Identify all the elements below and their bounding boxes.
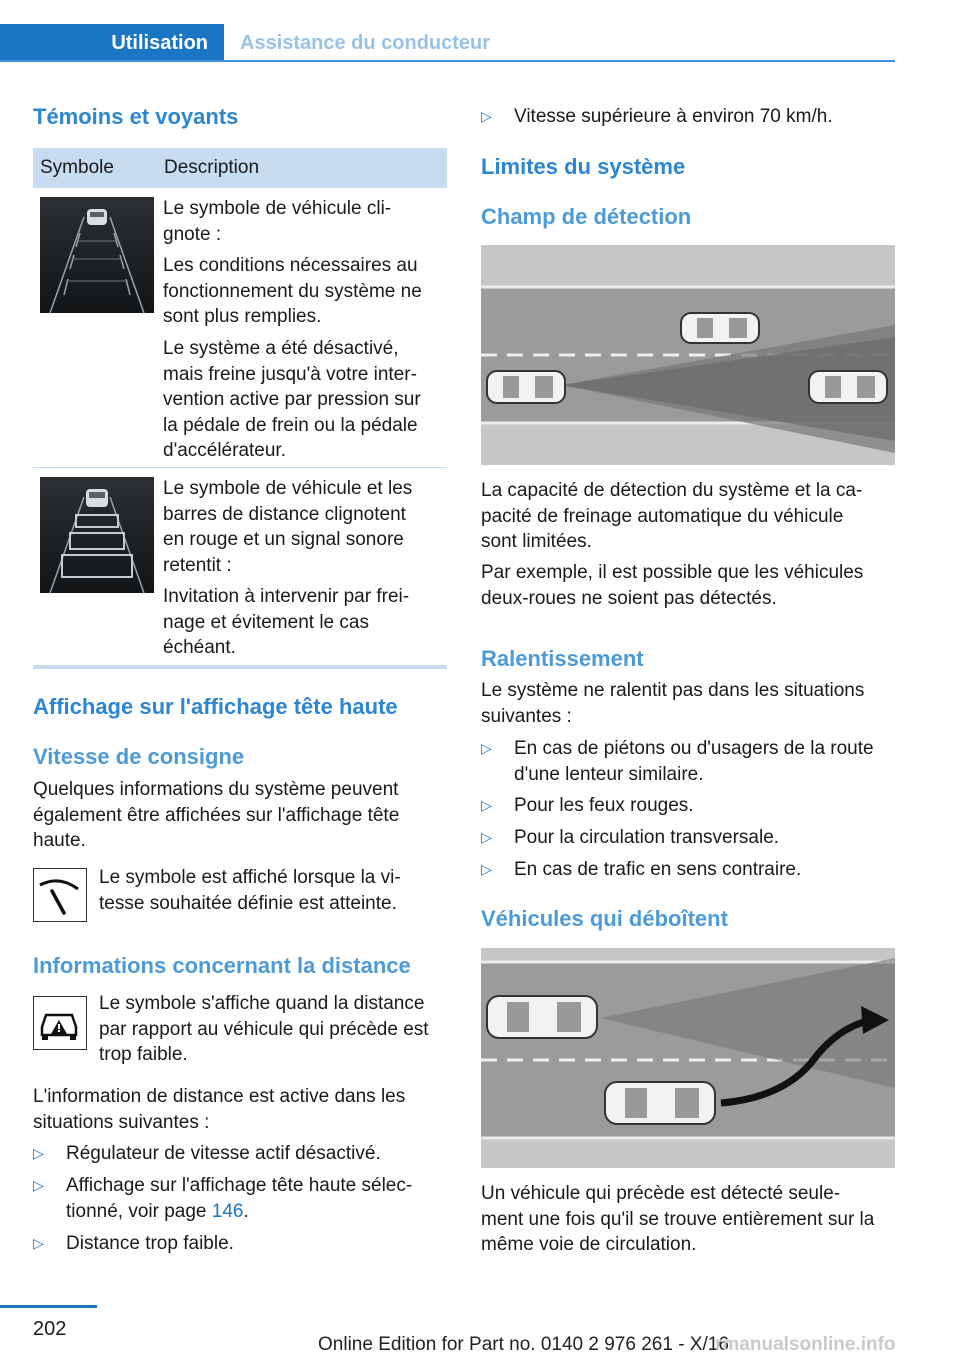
field-paragraph-2: [481, 560, 863, 611]
row2-line: échéant.: [163, 637, 236, 658]
car-front-icon: [681, 313, 759, 343]
row2-line: nage et évitement le cas: [163, 611, 369, 633]
slow-paragraph: [481, 678, 864, 729]
list-line: En cas de piétons ou d'usagers de la route: [514, 738, 874, 759]
list-line-pre: tionné, voir page: [66, 1200, 212, 1222]
list-item-text: En cas de trafic en sens contraire.: [514, 859, 802, 880]
list-item: [33, 1231, 447, 1257]
triangle-bullet-icon: ▷: [33, 1145, 44, 1161]
paragraph-line: Quelques informations du système peuvent: [33, 779, 399, 800]
row1-line: Le système a été désactivé,: [163, 338, 399, 359]
row1-line: Les conditions nécessaires au: [163, 255, 418, 276]
paragraph-line: L'information de distance est active dans les: [33, 1086, 406, 1107]
row1-line: vention active par pression sur: [163, 389, 421, 410]
paragraph-line: pacité de freinage automatique du véhicule: [481, 505, 844, 527]
subsection-title-vitesse: Vitesse de consigne: [33, 744, 245, 769]
tab-utilisation-label: Utilisation: [111, 31, 208, 54]
triangle-bullet-icon: ▷: [33, 1235, 44, 1251]
list-item: [481, 104, 895, 130]
list-item-text: Pour les feux rouges.: [514, 795, 694, 816]
paragraph-line: tesse souhaitée définie est atteinte.: [99, 892, 397, 914]
distance-paragraph: [33, 1084, 405, 1135]
row2-line: en rouge et un signal sonore: [163, 529, 404, 550]
row2-line: Le symbole de véhicule et les: [163, 478, 413, 499]
paragraph-line: même voie de circulation.: [481, 1234, 697, 1255]
row1-line: fonctionnement du système ne: [163, 280, 422, 302]
triangle-bullet-icon: ▷: [481, 829, 492, 845]
header-rule: [0, 60, 895, 62]
tab-utilisation[interactable]: [0, 24, 224, 62]
car-ahead-icon: [809, 371, 887, 403]
paragraph-line: par rapport au véhicule qui précède est: [99, 1018, 429, 1040]
triangle-bullet-icon: ▷: [481, 797, 492, 813]
paragraph-line: haute.: [33, 830, 86, 851]
subsection-title-ralentissement: Ralentissement: [481, 646, 644, 671]
paragraph-line: trop faible.: [99, 1044, 188, 1065]
vehicle-distance-bars-icon: [40, 477, 154, 593]
list-item-text: Régulateur de vitesse actif désactivé.: [66, 1143, 381, 1164]
paragraph-line: Par exemple, il est possible que les véhicules: [481, 562, 864, 583]
list-item-text: [66, 1173, 412, 1224]
row2-text-2: [163, 584, 409, 661]
list-item: [481, 825, 895, 851]
subsection-title-distance: Informations concernant la distance: [33, 953, 411, 978]
paragraph-line: Le système ne ralentit pas dans les situations: [481, 680, 865, 701]
car-ego-icon: [487, 371, 565, 403]
row1-line: mais freine jusqu'à votre inter-: [163, 363, 417, 385]
paragraph-line: ment une fois qu'il se trouve entièrement sur la: [481, 1208, 875, 1230]
car-warning-icon: [33, 996, 87, 1050]
tab-assistance-du-conducteur[interactable]: Assistance du conducteur: [240, 32, 491, 54]
column-header-symbole: Symbole: [40, 157, 114, 178]
row1-text-1: [163, 196, 391, 247]
list-line-post: .: [243, 1200, 249, 1222]
list-item-text: Vitesse supérieure à environ 70 km/h.: [514, 106, 833, 127]
triangle-bullet-icon: ▷: [481, 740, 492, 756]
section-title-limites: Limites du système: [481, 154, 686, 179]
column-header-description: Description: [164, 157, 260, 178]
vehicle-in-lane-icon: [40, 197, 154, 313]
row2-line: retentit :: [163, 554, 232, 576]
row1-line: gnote :: [163, 223, 222, 245]
paragraph-line: Le symbole s'affiche quand la distance: [99, 993, 425, 1014]
watermark: rmanualsonline.info: [715, 1334, 896, 1355]
row1-text-2: [163, 253, 422, 330]
row1-text-3: [163, 336, 421, 464]
row1-line: Le symbole de véhicule cli-: [163, 198, 392, 219]
list-line: d'une lenteur similaire.: [514, 763, 704, 785]
list-item: [481, 736, 895, 788]
car-cut-in-icon: [605, 1082, 715, 1124]
field-paragraph-1: [481, 478, 862, 555]
paragraph-line: suivantes :: [481, 705, 572, 727]
triangle-bullet-icon: ▷: [481, 108, 492, 124]
list-item: [33, 1173, 447, 1225]
table-bottom-rule: [33, 665, 447, 669]
list-item-text: Pour la circulation transversale.: [514, 827, 780, 848]
paragraph-line: sont limitées.: [481, 531, 592, 552]
paragraph-line: deux-roues ne soient pas détectés.: [481, 587, 777, 609]
speed-paragraph: [33, 777, 399, 854]
section-title-hud: Affichage sur l'affichage tête haute: [33, 694, 398, 719]
subsection-title-deboitent: Véhicules qui déboîtent: [481, 906, 728, 931]
list-item: [481, 793, 895, 819]
list-item: [481, 857, 895, 883]
cutin-paragraph: [481, 1181, 874, 1258]
detection-field-figure: [481, 245, 895, 465]
footer-rule: [0, 1305, 97, 1308]
car-ahead-lane-icon: [487, 996, 597, 1038]
speedometer-needle-icon: [33, 868, 87, 922]
row1-line: d'accélérateur.: [163, 440, 286, 461]
cut-in-vehicle-figure: [481, 948, 895, 1168]
table-header: [33, 148, 447, 188]
paragraph-line: La capacité de détection du système et la ca-: [481, 480, 863, 501]
edition-text: Online Edition for Part no. 0140 2 976 261 - X/16: [318, 1334, 729, 1355]
row1-line: la pédale de frein ou la pédale: [163, 414, 418, 436]
section-title-temoins: Témoins et voyants: [33, 104, 239, 129]
row2-line: Invitation à intervenir par frei-: [163, 586, 410, 607]
triangle-bullet-icon: ▷: [481, 861, 492, 877]
paragraph-line: Un véhicule qui précède est détecté seule-: [481, 1183, 841, 1204]
list-item: [33, 1141, 447, 1167]
list-line: Affichage sur l'affichage tête haute sélec-: [66, 1175, 413, 1196]
paragraph-line: également être affichées sur l'affichage tête: [33, 804, 400, 826]
paragraph-line: Le symbole est affiché lorsque la vi-: [99, 867, 401, 888]
row1-line: sont plus remplies.: [163, 306, 322, 327]
speed-icon-description: [99, 865, 401, 916]
row2-text-1: [163, 476, 412, 578]
list-item-text: [514, 736, 874, 787]
list-item-text: Distance trop faible.: [66, 1233, 234, 1254]
page-link[interactable]: 146: [211, 1200, 244, 1222]
page-number: 202: [33, 1318, 67, 1340]
distance-icon-description: [99, 991, 429, 1068]
paragraph-line: situations suivantes :: [33, 1111, 210, 1133]
subsection-title-champ: Champ de détection: [481, 204, 692, 229]
row2-line: barres de distance clignotent: [163, 503, 406, 525]
list-line: [66, 1199, 412, 1225]
triangle-bullet-icon: ▷: [33, 1177, 44, 1193]
row-separator: [33, 467, 447, 468]
